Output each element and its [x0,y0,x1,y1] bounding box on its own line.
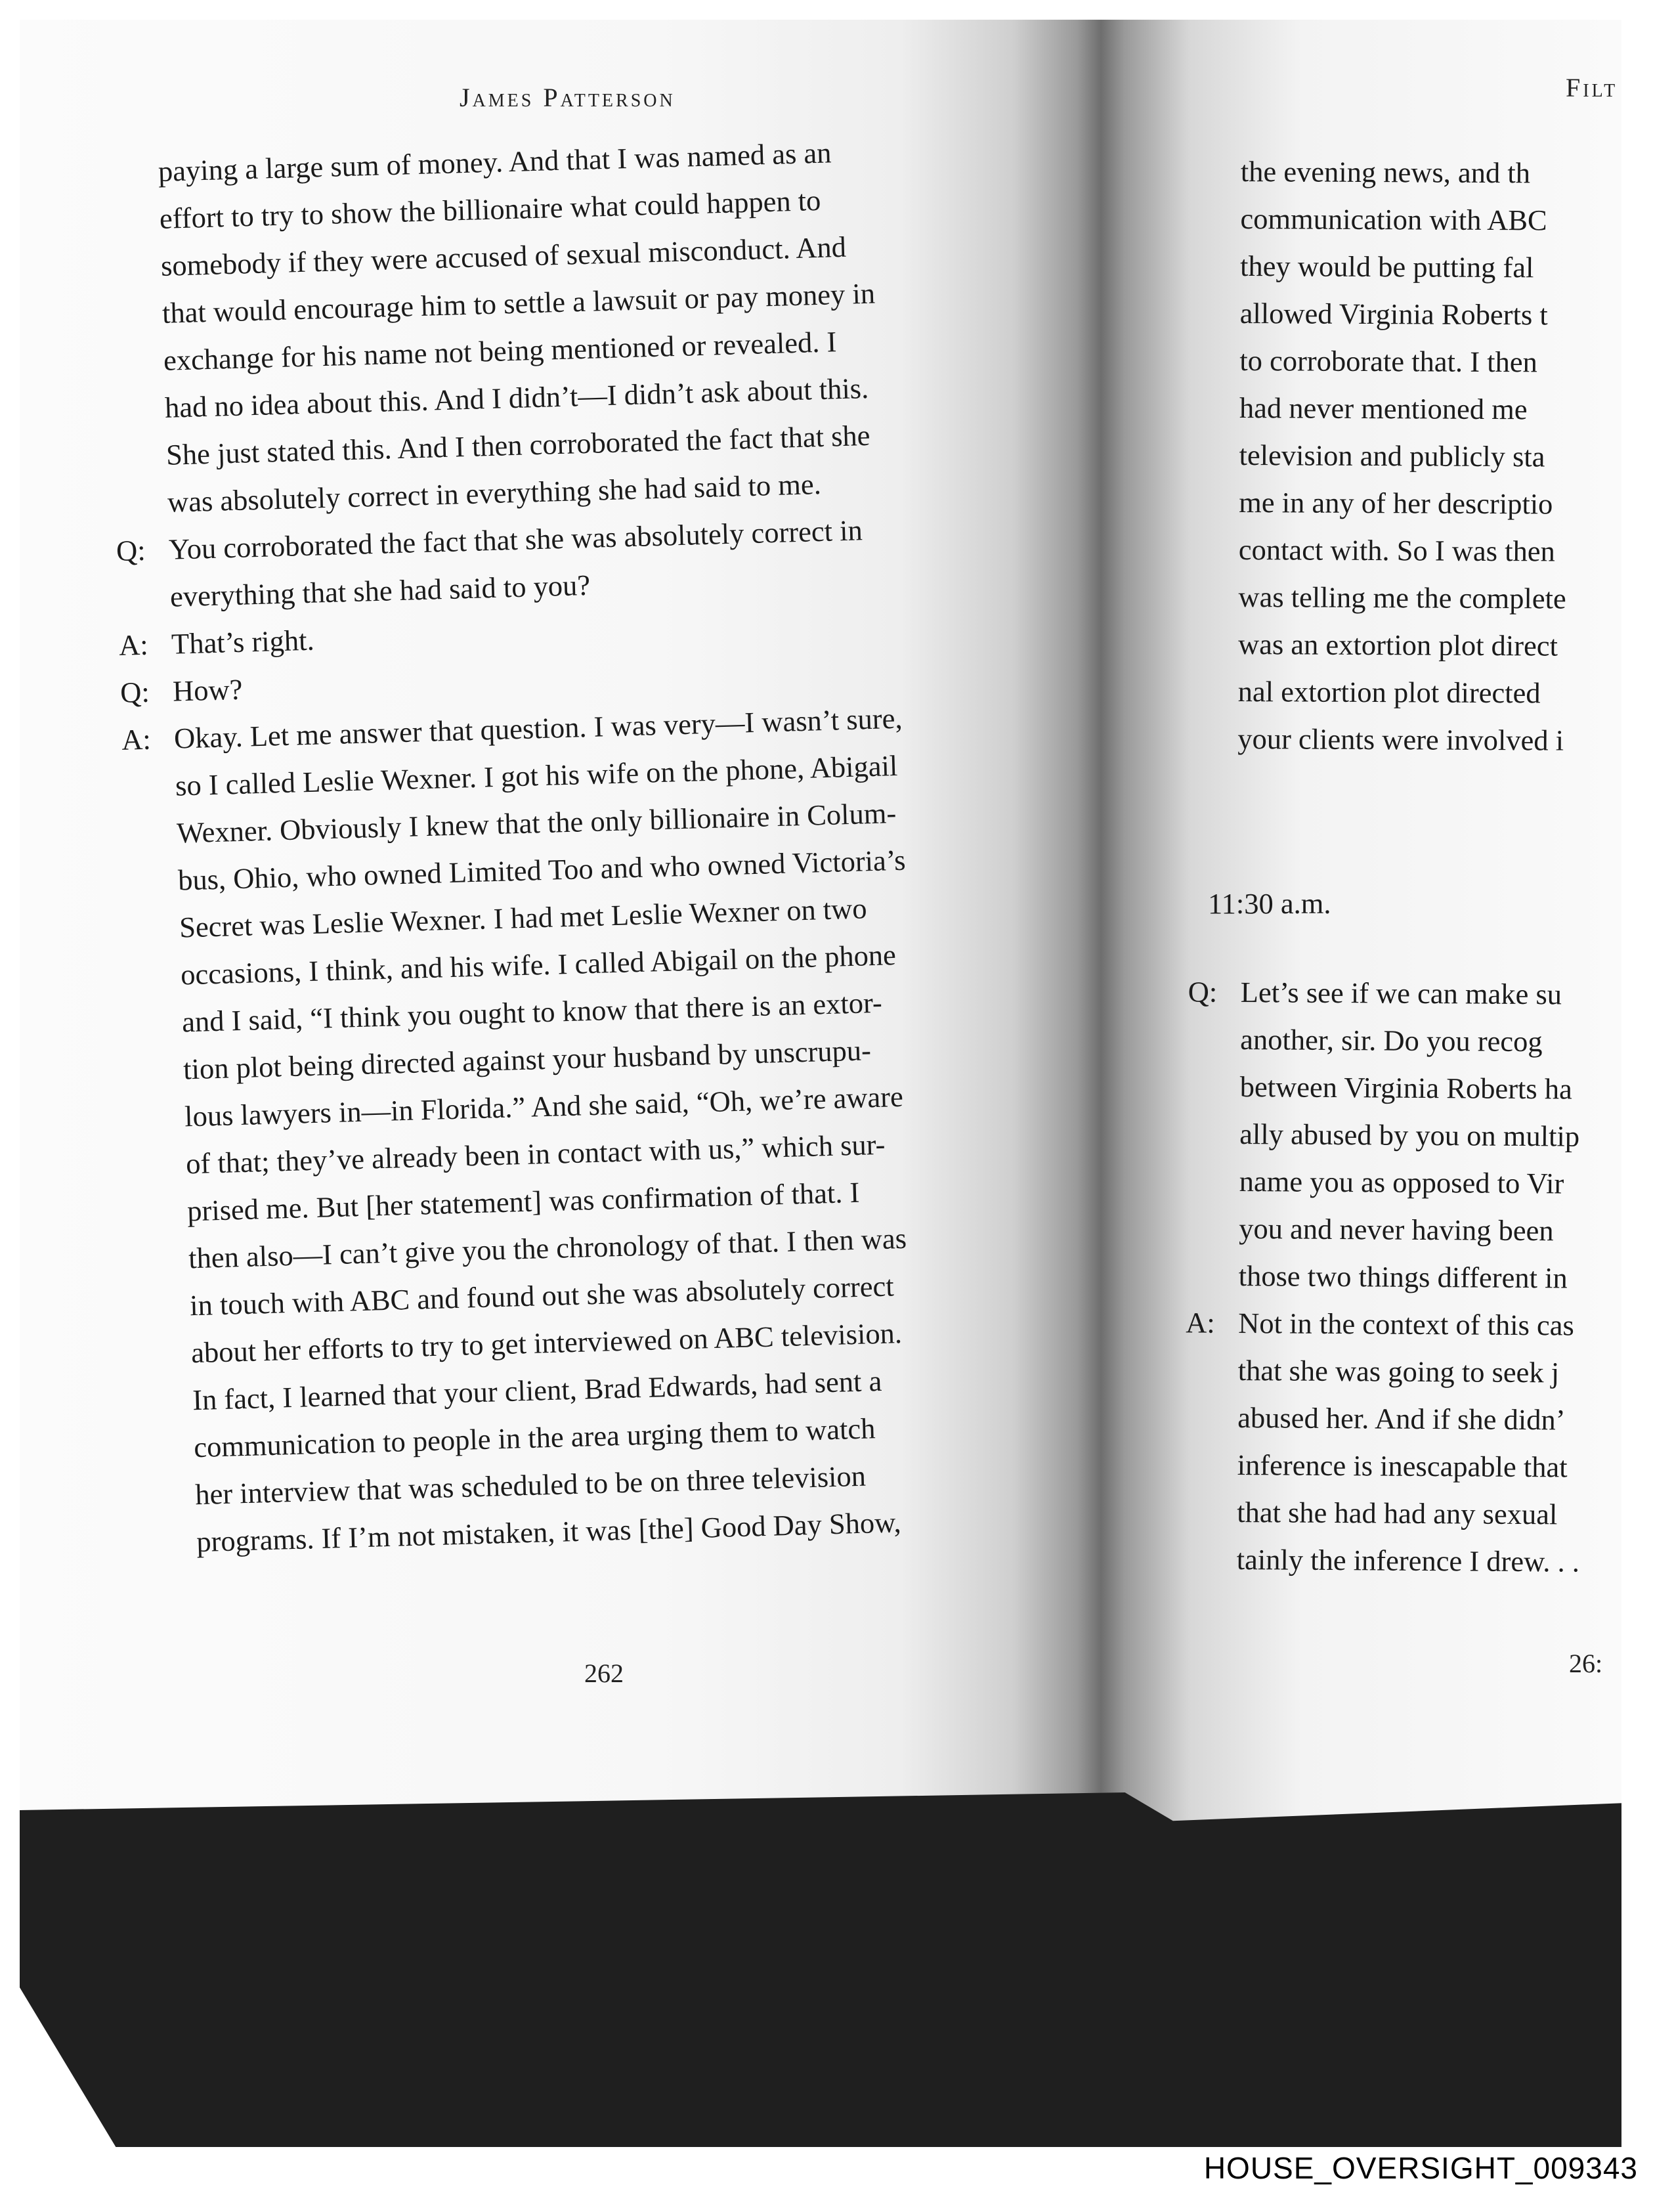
line-text: programs. If I’m not mistaken, it was [the] Good Day Show, [196,1506,902,1559]
line-text: That’s right. [171,623,315,661]
line-text: allowed Virginia Roberts t [1239,296,1548,332]
left-page-number: 262 [584,1659,624,1688]
text-line [1237,1347,1621,1397]
line-text: occasions, I think, and his wife. I called Abigail on the phone [180,938,897,991]
text-line [1239,337,1621,387]
line-text: She just stated this. And I then corroborated the fact that she [165,418,871,471]
line-text: you and never having been [1239,1211,1554,1247]
line-text: of that; they’ve already been in contact with us,” which sur- [185,1127,886,1181]
line-text: had never mentioned me [1239,391,1528,426]
line-text: the evening news, and th [1240,154,1531,190]
line-text: tion plot being directed against your husband by unscrupu- [182,1033,872,1086]
text-line [1239,290,1621,339]
text-line [1240,242,1621,292]
line-text: that she had had any sexual [1237,1495,1558,1531]
left-page [20,20,1083,1792]
text-line [1239,526,1621,576]
speaker-label: A: [118,628,149,662]
line-text: about her efforts to try to get interviewed on ABC television. [190,1316,903,1370]
text-line [1188,968,1621,1019]
right-running-head: Filt [1566,73,1618,102]
scanner-shadow [20,1792,1621,2147]
open-book [20,20,1621,1963]
line-text: somebody if they were accused of sexual misconduct. And [160,230,847,282]
line-text: your clients were involved i [1237,722,1564,757]
text-line [1237,1488,1621,1539]
text-line [1239,384,1621,434]
line-text: then also—I can’t give you the chronology of that. I then was [188,1221,907,1275]
line-text: ally abused by you on multip [1239,1117,1580,1153]
line-text: prised me. But [her statement] was confirmation of that. I [186,1175,860,1228]
text-line [1186,1299,1621,1350]
line-text: was an extortion plot direct [1237,627,1558,662]
line-text: that would encourage him to settle a lawsuit or pay money in [161,276,876,330]
line-text: another, sir. Do you recog [1240,1022,1543,1058]
right-page-text-top [1237,148,1621,765]
text-line [1237,668,1621,718]
line-text: lous lawyers in—in Florida.” And she said, “Oh, we’re aware [184,1079,904,1133]
line-text: abused her. And if she didn’ [1237,1400,1566,1437]
bates-number: HOUSE_OVERSIGHT_009343 [1203,2151,1638,2185]
text-line [1237,715,1621,765]
line-text: Let’s see if we can make su [1240,975,1562,1011]
line-text: they would be putting fal [1239,249,1534,284]
line-text: to corroborate that. I then [1239,343,1537,379]
text-line [1239,479,1621,529]
line-text: her interview that was scheduled to be on three television [194,1459,867,1511]
line-text: Secret was Leslie Wexner. I had met Leslie Wexner on two [179,892,868,944]
line-text: How? [172,672,244,708]
line-text: You corroborated the fact that she was absolutely correct in [168,513,863,566]
text-line [1240,1016,1621,1066]
text-line [1238,1252,1621,1303]
text-line [1239,1158,1621,1208]
line-text: nal extortion plot directed [1237,674,1541,710]
line-text: that she was going to seek j [1237,1353,1560,1389]
text-line [1239,1063,1621,1114]
text-line [1241,148,1621,198]
left-running-head: James Patterson [460,83,676,112]
line-text: television and publicly sta [1239,438,1545,473]
line-text: was telling me the complete [1238,580,1566,615]
text-line [1237,1394,1621,1444]
line-text: communication to people in the area urging them to watch [193,1412,876,1464]
line-text: had no idea about this. And I didn’t—I didn’t ask about this. [164,371,869,424]
time-stamp: 11:30 a.m. [1208,887,1331,920]
line-text: inference is inescapable that [1237,1448,1568,1484]
line-text: name you as opposed to Vir [1239,1164,1564,1200]
line-text: Wexner. Obviously I knew that the only billionaire in Colum- [176,796,897,850]
line-text: bus, Ohio, who owned Limited Too and who owned Victoria’s [177,843,907,897]
line-text: those two things different in [1238,1259,1568,1295]
line-text: Not in the context of this cas [1238,1306,1575,1342]
text-line [1238,620,1621,670]
line-text: Okay. Let me answer that question. I was very—I wasn’t sure, [173,701,903,755]
text-line [1239,1205,1621,1255]
line-text: exchange for his name not being mentioned or revealed. I [163,325,837,377]
speaker-label: Q: [116,533,146,567]
line-text: In fact, I learned that your client, Brad Edwards, had sent a [192,1364,882,1417]
line-text: me in any of her descriptio [1239,485,1553,521]
line-text: was absolutely correct in everything she had said to me. [167,467,822,519]
line-text: between Virginia Roberts ha [1239,1070,1572,1106]
text-line [1239,1110,1621,1161]
line-text: tainly the inference I drew. . . [1236,1542,1580,1578]
line-text: paying a large sum of money. And that I was named as an [158,136,832,188]
right-page [1109,20,1621,1792]
line-text: so I called Leslie Wexner. I got his wife on the phone, Abigail [175,748,898,802]
speaker-label: A: [1186,1306,1215,1339]
line-text: everything that she had said to you? [169,568,591,613]
right-page-number: 26: [1569,1649,1603,1678]
line-text: contact with. So I was then [1238,532,1555,568]
line-text: and I said, “I think you ought to know that there is an extor- [181,986,883,1039]
text-line [1237,1441,1621,1492]
text-line [1240,195,1621,245]
text-line [1236,1536,1621,1586]
text-line [1239,431,1621,481]
line-text: communication with ABC [1240,202,1547,237]
left-page-text [116,121,1129,1565]
right-page-text-bottom [1186,968,1621,1586]
text-line [1238,573,1621,623]
speaker-label: A: [121,722,152,756]
speaker-label: Q: [1188,975,1218,1008]
speaker-label: Q: [119,675,150,709]
line-text: in touch with ABC and found out she was absolutely correct [189,1269,895,1322]
line-text: effort to try to show the billionaire what could happen to [159,183,821,235]
